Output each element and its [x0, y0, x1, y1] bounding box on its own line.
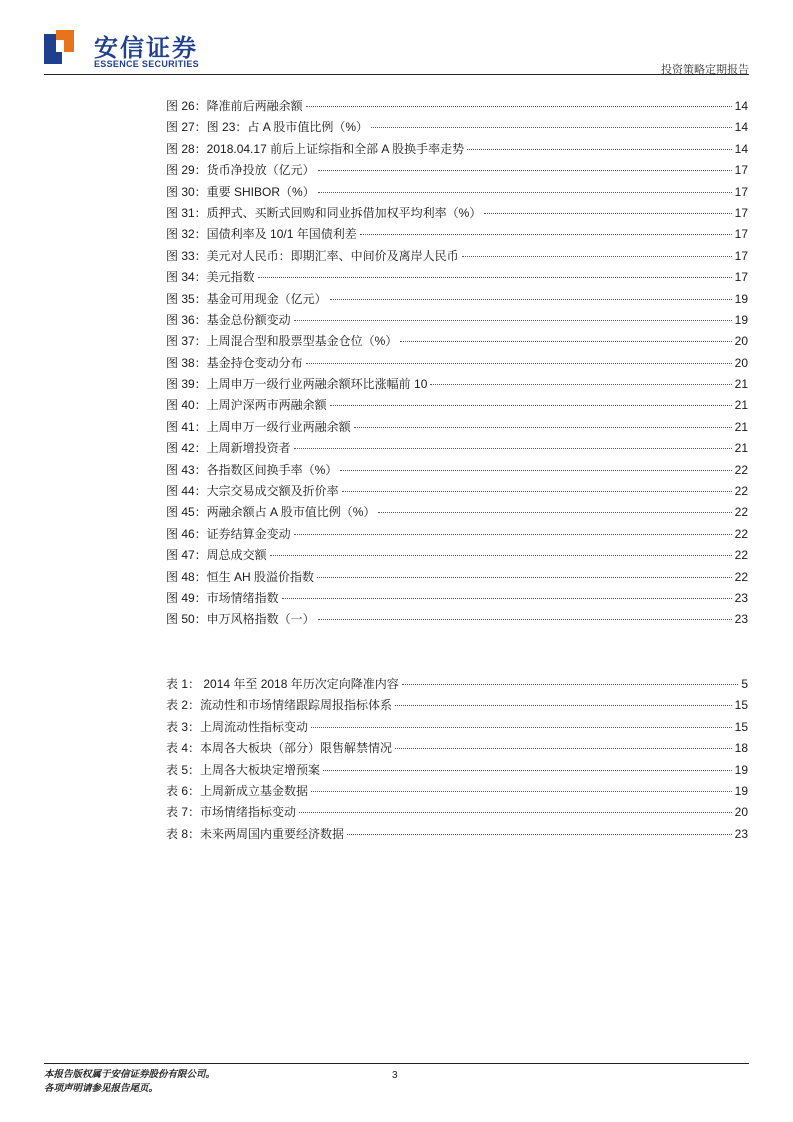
dot-leader — [484, 212, 731, 214]
toc-entry-page[interactable]: 22 — [734, 462, 748, 477]
figure-toc-entry[interactable] — [166, 460, 748, 481]
dot-leader — [371, 126, 732, 128]
figure-toc-entry[interactable] — [166, 117, 748, 138]
figure-toc-entry[interactable] — [166, 567, 748, 588]
toc-entry-page[interactable]: 23 — [734, 612, 748, 627]
toc-entry-page[interactable]: 21 — [734, 377, 748, 392]
toc-entry-title[interactable]: 表 4：本周各大板块（部分）限售解禁情况 — [166, 741, 393, 756]
figure-toc-entry[interactable] — [166, 545, 748, 566]
table-toc-entry[interactable] — [166, 760, 748, 781]
toc-entry-page[interactable]: 19 — [734, 312, 748, 327]
toc-entry-title[interactable]: 图 32：国债利率及 10/1 年国债利差 — [166, 227, 357, 242]
toc-entry-title[interactable]: 图 46：证券结算金变动 — [166, 526, 291, 541]
footer-line-1: 本报告版权属于安信证券股份有限公司。 — [44, 1069, 216, 1080]
toc-entry-title[interactable]: 图 48：恒生 AH 股溢价指数 — [166, 569, 315, 584]
toc-entry-title[interactable]: 图 49：市场情绪指数 — [166, 590, 279, 605]
figure-toc-entry[interactable] — [166, 374, 748, 395]
toc-entry-page[interactable]: 22 — [734, 569, 748, 584]
dot-leader — [342, 490, 732, 492]
figure-toc-entry[interactable] — [166, 203, 748, 224]
dot-leader — [317, 576, 732, 578]
table-toc-entry[interactable] — [166, 695, 748, 716]
figure-toc-entry[interactable] — [166, 524, 748, 545]
figure-toc-entry[interactable] — [166, 481, 748, 502]
dot-leader — [258, 276, 732, 278]
toc-entry-page[interactable]: 14 — [734, 120, 748, 135]
footer-disclaimer — [44, 1068, 215, 1096]
table-toc-entry[interactable] — [166, 824, 748, 845]
toc-entry-page[interactable]: 17 — [734, 270, 748, 285]
table-toc-entry[interactable] — [166, 674, 748, 695]
dot-leader — [395, 747, 732, 749]
dot-leader — [330, 404, 732, 406]
dot-leader — [378, 511, 731, 513]
toc-entry-page[interactable]: 23 — [734, 826, 748, 841]
toc-entry-page[interactable]: 19 — [734, 783, 748, 798]
toc-entry-page[interactable]: 17 — [734, 163, 748, 178]
table-list — [166, 674, 748, 845]
toc-entry-title[interactable]: 表 5：上周各大板块定增预案 — [166, 762, 321, 777]
dot-leader — [340, 469, 731, 471]
footer-line-2: 各项声明请参见报告尾页。 — [44, 1083, 159, 1094]
dot-leader — [311, 790, 732, 792]
figure-toc-entry[interactable] — [166, 224, 748, 245]
toc-entry-page[interactable]: 15 — [734, 698, 748, 713]
toc-entry-title[interactable]: 图 40：上周沪深两市两融余额 — [166, 398, 327, 413]
dot-leader — [318, 618, 732, 620]
figure-toc-entry[interactable] — [166, 331, 748, 352]
toc-entry-title[interactable]: 图 45：两融余额占 A 股市值比例（%） — [166, 505, 376, 520]
page-number: 3 — [392, 1070, 398, 1081]
figure-list — [166, 96, 748, 631]
toc-entry-title[interactable]: 表 2：流动性和市场情绪跟踪周报指标体系 — [166, 698, 393, 713]
table-toc-entry[interactable] — [166, 781, 748, 802]
footer-divider — [44, 1063, 749, 1064]
figure-toc-entry[interactable] — [166, 395, 748, 416]
toc-entry-title[interactable]: 图 26：降准前后两融余额 — [166, 99, 303, 113]
dot-leader — [360, 233, 732, 235]
toc-entry-page[interactable]: 17 — [734, 205, 748, 220]
figure-toc-entry[interactable] — [166, 588, 748, 609]
toc-entry-page[interactable]: 5 — [741, 677, 748, 691]
toc-entry-page[interactable]: 21 — [734, 441, 748, 456]
figure-toc-entry[interactable] — [166, 310, 748, 331]
toc-entry-title[interactable]: 表 3：上周流动性指标变动 — [166, 719, 309, 734]
toc-entry-title[interactable]: 图 30：重要 SHIBOR（%） — [166, 184, 315, 199]
toc-entry-page[interactable]: 18 — [734, 741, 748, 756]
dot-leader — [467, 148, 732, 150]
dot-leader — [282, 597, 732, 599]
toc-entry-title[interactable]: 图 37：上周混合型和股票型基金仓位（%） — [166, 334, 398, 349]
dot-leader — [311, 726, 732, 728]
header-divider — [44, 74, 749, 75]
figure-toc-entry[interactable] — [166, 502, 748, 523]
company-name-en: ESSENCE SECURITIES — [94, 59, 199, 69]
dot-leader — [400, 340, 731, 342]
toc-entry-title[interactable]: 图 44：大宗交易成交额及折价率 — [166, 484, 339, 499]
dot-leader — [270, 554, 732, 556]
toc-entry-page[interactable]: 23 — [734, 590, 748, 605]
figure-toc-entry[interactable] — [166, 96, 748, 117]
toc-entry-page[interactable]: 21 — [734, 419, 748, 434]
toc-entry-page[interactable]: 14 — [734, 99, 748, 113]
toc-entry-title[interactable]: 表 1： 2014 年至 2018 年历次定向降准内容 — [166, 677, 399, 691]
toc-entry-page[interactable]: 22 — [734, 505, 748, 520]
toc-entry-page[interactable]: 17 — [734, 184, 748, 199]
essence-logo-icon — [44, 30, 74, 64]
toc-entry-page[interactable]: 19 — [734, 762, 748, 777]
figure-toc-entry[interactable] — [166, 417, 748, 438]
report-type: 投资策略定期报告 — [661, 64, 749, 76]
figure-toc-entry[interactable] — [166, 289, 748, 310]
dot-leader — [402, 683, 739, 685]
toc-entry-page[interactable]: 22 — [734, 548, 748, 563]
dot-leader — [354, 426, 732, 428]
toc-entry-page[interactable]: 20 — [734, 355, 748, 370]
toc-entry-title[interactable]: 图 47：周总成交额 — [166, 548, 267, 563]
dot-leader — [294, 319, 732, 321]
figure-toc-entry[interactable] — [166, 609, 748, 630]
toc-entry-title[interactable]: 图 29：货币净投放（亿元） — [166, 163, 315, 178]
dot-leader — [294, 447, 732, 449]
figure-toc-entry[interactable] — [166, 246, 748, 267]
dot-leader — [462, 255, 732, 257]
toc-entry-title[interactable]: 图 43：各指数区间换手率（%） — [166, 462, 338, 477]
dot-leader — [318, 169, 732, 171]
toc-entry-page[interactable]: 22 — [734, 526, 748, 541]
toc-entry-title[interactable]: 表 8：未来两周国内重要经济数据 — [166, 826, 345, 841]
dot-leader — [306, 362, 732, 364]
page-header — [44, 24, 749, 76]
toc-entry-title[interactable]: 图 38：基金持仓变动分布 — [166, 355, 303, 370]
toc-entry-title[interactable]: 图 36：基金总份额变动 — [166, 312, 291, 327]
toc-entry-page[interactable]: 17 — [734, 227, 748, 242]
toc-entry-title[interactable]: 图 39：上周申万一级行业两融余额环比涨幅前 10 — [166, 377, 428, 392]
toc-entry-title[interactable]: 表 6：上周新成立基金数据 — [166, 783, 309, 798]
toc-entry-page[interactable]: 20 — [734, 334, 748, 349]
toc-entry-page[interactable]: 17 — [734, 248, 748, 263]
toc-entry-title[interactable]: 图 42：上周新增投资者 — [166, 441, 291, 456]
toc-entry-title[interactable]: 图 41：上周申万一级行业两融余额 — [166, 419, 351, 434]
figure-toc-entry[interactable] — [166, 267, 748, 288]
toc-entry-title[interactable]: 图 50：申万风格指数（一） — [166, 612, 315, 627]
toc-entry-page[interactable]: 21 — [734, 398, 748, 413]
company-name-cn: 安信证券 — [94, 35, 198, 62]
dot-leader — [330, 298, 732, 300]
dot-leader — [318, 191, 732, 193]
figure-toc-entry[interactable] — [166, 182, 748, 203]
toc-entry-title[interactable]: 图 28：2018.04.17 前后上证综指和全部 A 股换手率走势 — [166, 141, 465, 156]
dot-leader — [306, 105, 732, 107]
dot-leader — [430, 383, 731, 385]
figure-toc-entry[interactable] — [166, 139, 748, 160]
dot-leader — [347, 833, 732, 835]
figure-toc-entry[interactable] — [166, 160, 748, 181]
dot-leader — [299, 811, 732, 813]
toc-entry-title[interactable]: 图 35：基金可用现金（亿元） — [166, 291, 327, 306]
toc-entry-page[interactable]: 20 — [734, 805, 748, 820]
dot-leader — [395, 704, 732, 706]
toc-entry-title[interactable]: 图 27：图 23：占 A 股市值比例（%） — [166, 120, 369, 135]
table-toc-entry[interactable] — [166, 738, 748, 759]
toc-entry-title[interactable]: 图 34：美元指数 — [166, 270, 255, 285]
table-toc-entry[interactable] — [166, 717, 748, 738]
dot-leader — [323, 769, 732, 771]
figure-toc-entry[interactable] — [166, 438, 748, 459]
table-toc-entry[interactable] — [166, 802, 748, 823]
toc-entry-title[interactable]: 图 31：质押式、买断式回购和同业拆借加权平均利率（%） — [166, 205, 482, 220]
figure-toc-entry[interactable] — [166, 353, 748, 374]
toc-entry-page[interactable]: 15 — [734, 719, 748, 734]
toc-entry-page[interactable]: 22 — [734, 484, 748, 499]
toc-entry-title[interactable]: 图 33：美元对人民币：即期汇率、中间价及离岸人民币 — [166, 248, 459, 263]
dot-leader — [294, 533, 732, 535]
toc-entry-title[interactable]: 表 7：市场情绪指标变动 — [166, 805, 297, 820]
toc-entry-page[interactable]: 19 — [734, 291, 748, 306]
toc-entry-page[interactable]: 14 — [734, 141, 748, 156]
